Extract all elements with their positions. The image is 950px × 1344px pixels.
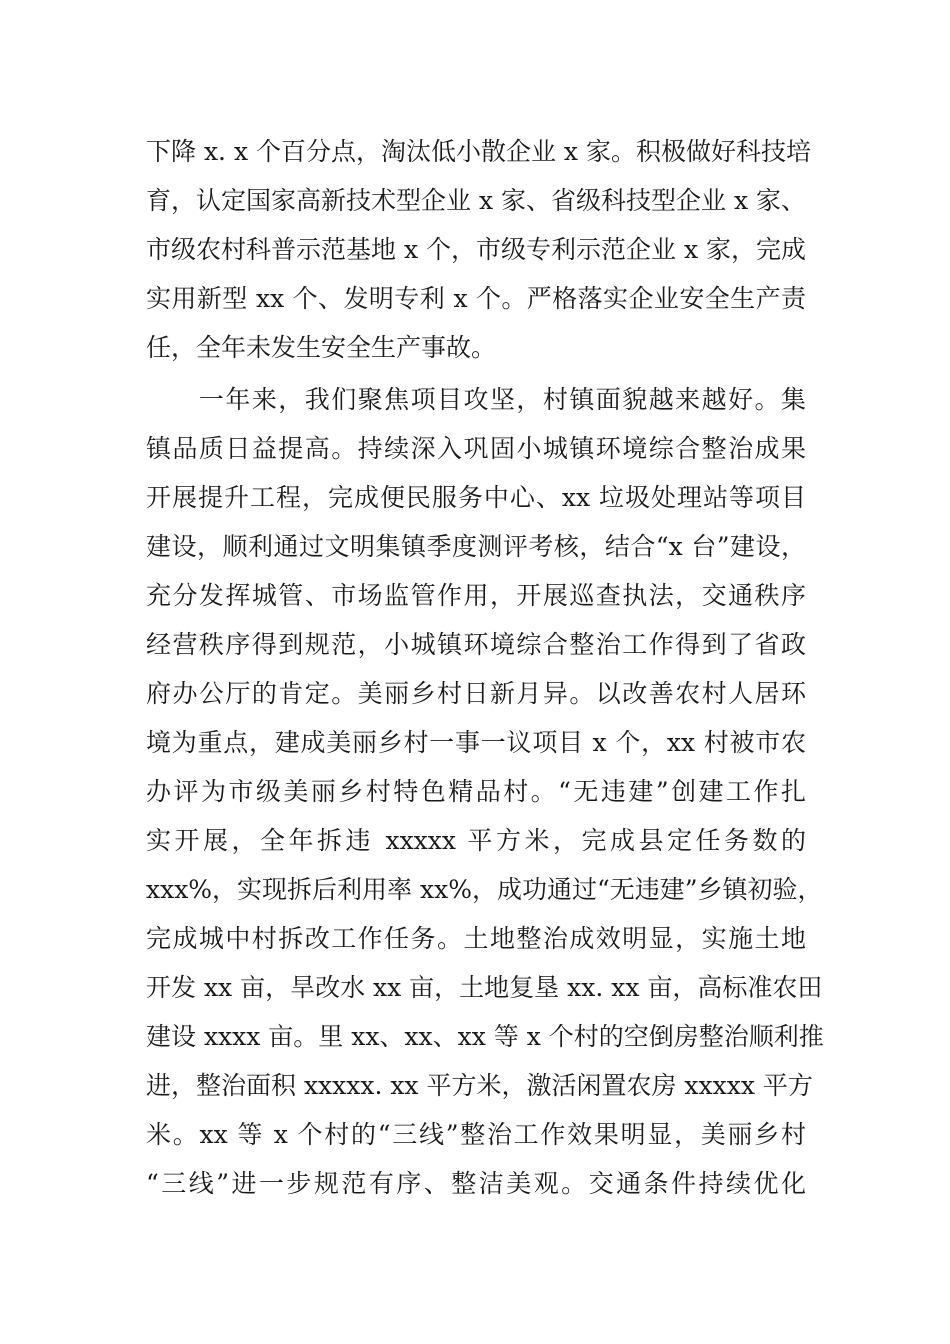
text-line-16: xxx%，实现拆后利用率 xx%，成功通过“无违建”乡镇初验，: [146, 875, 823, 904]
text-line-22: “三线”进一步规范有序、整洁美观。交通条件持续优化: [146, 1169, 806, 1198]
text-line-12: 府办公厅的肯定。美丽乡村日新月异。以改善农村人居环: [146, 679, 806, 708]
text-line-21: 米。xx 等 x 个村的“三线”整治工作效果明显，美丽乡村: [146, 1120, 806, 1149]
text-line-17: 完成城中村拆改工作任务。土地整治成效明显，实施土地: [146, 924, 806, 953]
text-line-15: 实开展，全年拆违 xxxxx 平方米，完成县定任务数的: [146, 826, 806, 855]
text-line-3: 市级农村科普示范基地 x 个，市级专利示范企业 x 家，完成: [146, 235, 806, 264]
text-line-9: 建设，顺利通过文明集镇季度测评考核，结合“x 台”建设，: [146, 532, 806, 561]
text-line-14: 办评为市级美丽乡村特色精品村。“无违建”创建工作扎: [146, 777, 806, 806]
text-line-8: 开展提升工程，完成便民服务中心、xx 垃圾处理站等项目: [146, 483, 806, 512]
text-line-2: 育，认定国家高新技术型企业 x 家、省级科技型企业 x 家、: [146, 186, 806, 215]
text-line-1: 下降 x. x 个百分点，淘汰低小散企业 x 家。积极做好科技培: [146, 137, 811, 166]
text-line-5: 任，全年未发生安全生产事故。: [146, 333, 497, 362]
text-line-19: 建设 xxxx 亩。里 xx、xx、xx 等 x 个村的空倒房整治顺利推: [146, 1022, 824, 1051]
text-line-10: 充分发挥城管、市场监管作用，开展巡查执法，交通秩序: [146, 581, 806, 610]
text-line-4: 实用新型 xx 个、发明专利 x 个。严格落实企业安全生产责: [146, 284, 806, 313]
text-line-18: 开发 xx 亩，旱改水 xx 亩，土地复垦 xx. xx 亩，高标准农田: [146, 973, 823, 1002]
text-line-7: 镇品质日益提高。持续深入巩固小城镇环境综合整治成果: [146, 434, 806, 463]
text-line-13: 境为重点，建成美丽乡村一事一议项目 x 个，xx 村被市农: [146, 728, 806, 757]
text-line-20: 进，整治面积 xxxxx. xx 平方米，激活闲置农房 xxxxx 平方: [146, 1071, 813, 1100]
text-line-6: 一年来，我们聚焦项目攻坚，村镇面貌越来越好。集: [146, 385, 806, 414]
text-line-11: 经营秩序得到规范，小城镇环境综合整治工作得到了省政: [146, 630, 806, 659]
